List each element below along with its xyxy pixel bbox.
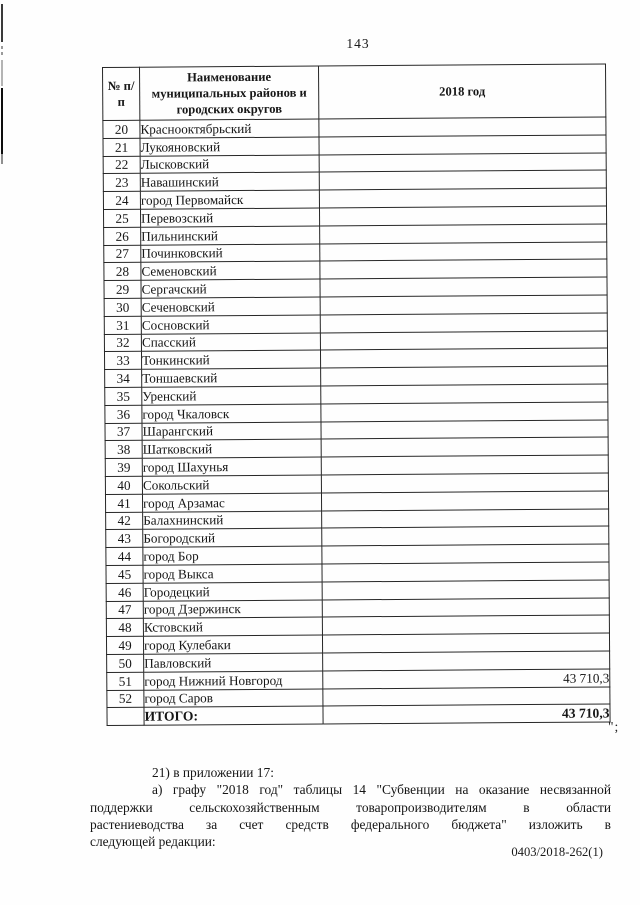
row-value: [319, 117, 606, 137]
row-name: город Шахунья: [142, 457, 321, 476]
row-num: 38: [105, 441, 142, 459]
amendment-text-line: следующей редакции:: [90, 834, 216, 850]
row-name: Шарангский: [142, 422, 321, 441]
closing-quote-semicolon: ";: [608, 719, 620, 734]
row-name: Сергачский: [141, 279, 320, 298]
row-name: город Арзамас: [142, 493, 321, 512]
amendment-text-block: [90, 764, 611, 850]
row-num: 46: [106, 583, 143, 601]
row-num: 27: [104, 245, 141, 263]
row-value: [319, 153, 606, 173]
row-name: Балахнинский: [143, 511, 322, 530]
scan-artifact: [1, 46, 3, 58]
row-value: [322, 597, 609, 617]
document-code: 0403/2018-262(1): [511, 845, 603, 859]
row-value: [321, 455, 608, 475]
row-num: 37: [105, 423, 142, 441]
row-name: город Нижний Новгород: [144, 671, 323, 690]
row-num: 22: [103, 156, 140, 174]
row-num: 42: [106, 512, 143, 530]
row-name: Уренский: [142, 386, 321, 405]
row-num: 21: [103, 138, 140, 156]
row-value: [322, 633, 609, 653]
page-number: 143: [346, 36, 370, 51]
row-num: 32: [104, 334, 141, 352]
total-label: ИТОГО:: [144, 706, 323, 725]
scan-artifact: [1, 154, 3, 164]
row-name: Шатковский: [142, 439, 321, 458]
row-value: [320, 295, 607, 315]
row-name: Павловский: [144, 653, 323, 672]
row-name: город Первомайск: [140, 190, 319, 209]
row-num: 50: [107, 654, 144, 672]
total-row: [107, 704, 610, 725]
row-num: 51: [107, 672, 144, 690]
row-name: Лукояновский: [140, 137, 319, 156]
row-num: 43: [106, 530, 143, 548]
row-num: 40: [105, 476, 142, 494]
row-num: 29: [104, 280, 141, 298]
row-name: город Саров: [144, 688, 323, 707]
amendment-text-line: поддержки сельскохозяйственным товаропроизводителям в области: [90, 799, 611, 815]
row-value: [321, 402, 608, 422]
row-name: Тоншаевский: [142, 368, 321, 387]
scan-artifact: [1, 4, 3, 42]
row-value: [322, 580, 609, 600]
row-name: город Чкаловск: [142, 404, 321, 423]
row-name: Семеновский: [141, 261, 320, 280]
column-header-year: 2018 год: [318, 64, 605, 119]
row-name: Богородский: [143, 528, 322, 547]
row-name: Перевозский: [140, 208, 319, 227]
subventions-table: [102, 63, 611, 726]
row-name: город Дзержинск: [143, 599, 322, 618]
row-value: [320, 224, 607, 244]
row-num: 31: [104, 316, 141, 334]
row-num: 49: [106, 636, 143, 654]
table-header-row: [103, 64, 606, 121]
row-num: 23: [103, 174, 140, 192]
row-value: [322, 562, 609, 582]
scan-artifact: [1, 60, 3, 86]
row-num: 39: [105, 458, 142, 476]
row-value: [320, 331, 607, 351]
row-value: [320, 259, 607, 279]
row-value: [321, 437, 608, 457]
row-value: [319, 135, 606, 155]
row-num: 26: [104, 227, 141, 245]
row-name: Сеченовский: [141, 297, 320, 316]
row-num: 52: [107, 690, 144, 708]
row-num: 41: [105, 494, 142, 512]
row-num: 25: [103, 209, 140, 227]
total-num-cell: [107, 708, 144, 726]
table-body: [103, 117, 610, 726]
row-value: [323, 651, 610, 671]
row-num: 33: [104, 352, 141, 370]
row-name: Сосновский: [141, 315, 320, 334]
row-name: Кстовский: [143, 617, 322, 636]
row-value: [320, 242, 607, 262]
row-num: 36: [105, 405, 142, 423]
row-value: [322, 526, 609, 546]
row-num: 45: [106, 565, 143, 583]
row-value: [320, 348, 607, 368]
row-num: 28: [104, 263, 141, 281]
column-header-name: Наименование муниципальных районов и городских округов: [140, 66, 319, 120]
row-value: [321, 491, 608, 511]
row-value: [320, 277, 607, 297]
row-name: город Кулебаки: [143, 635, 322, 654]
row-value: [322, 509, 609, 529]
row-name: город Выкса: [143, 564, 322, 583]
row-value: [319, 170, 606, 190]
row-value: [321, 420, 608, 440]
row-num: 44: [106, 547, 143, 565]
row-num: 24: [103, 191, 140, 209]
row-name: Лысковский: [140, 155, 319, 174]
total-value: 43 710,3: [323, 704, 610, 724]
row-value: [323, 686, 610, 706]
row-name: Тонкинский: [141, 350, 320, 369]
row-value: [321, 384, 608, 404]
row-value: [321, 473, 608, 493]
column-header-num: № п/п: [103, 67, 140, 120]
row-value: [320, 313, 607, 333]
row-name: Сокольский: [142, 475, 321, 494]
amendment-text-line: а) графу "2018 год" таблицы 14 "Субвенции на оказание несвязанной: [152, 782, 611, 798]
row-num: 47: [106, 601, 143, 619]
row-name: Краснооктябрьский: [140, 119, 319, 138]
row-name: Городецкий: [143, 582, 322, 601]
row-value: [321, 366, 608, 386]
row-num: 30: [104, 298, 141, 316]
row-value: 43 710,3: [323, 669, 610, 689]
row-value: [319, 206, 606, 226]
row-num: 20: [103, 120, 140, 138]
row-value: [319, 188, 606, 208]
amendment-item-21: 21) в приложении 17:: [152, 765, 274, 780]
row-name: Пильнинский: [141, 226, 320, 245]
row-name: Починковский: [141, 244, 320, 263]
row-value: [322, 544, 609, 564]
row-name: Навашинский: [140, 172, 319, 191]
row-num: 34: [105, 369, 142, 387]
table-header: [103, 64, 606, 121]
row-value: [322, 615, 609, 635]
row-num: 48: [106, 619, 143, 637]
scan-artifact: [1, 88, 3, 154]
row-name: город Бор: [143, 546, 322, 565]
row-name: Спасский: [141, 333, 320, 352]
amendment-text-line: растениеводства за счет средств федерального бюджета" изложить в: [90, 816, 611, 832]
row-num: 35: [105, 387, 142, 405]
